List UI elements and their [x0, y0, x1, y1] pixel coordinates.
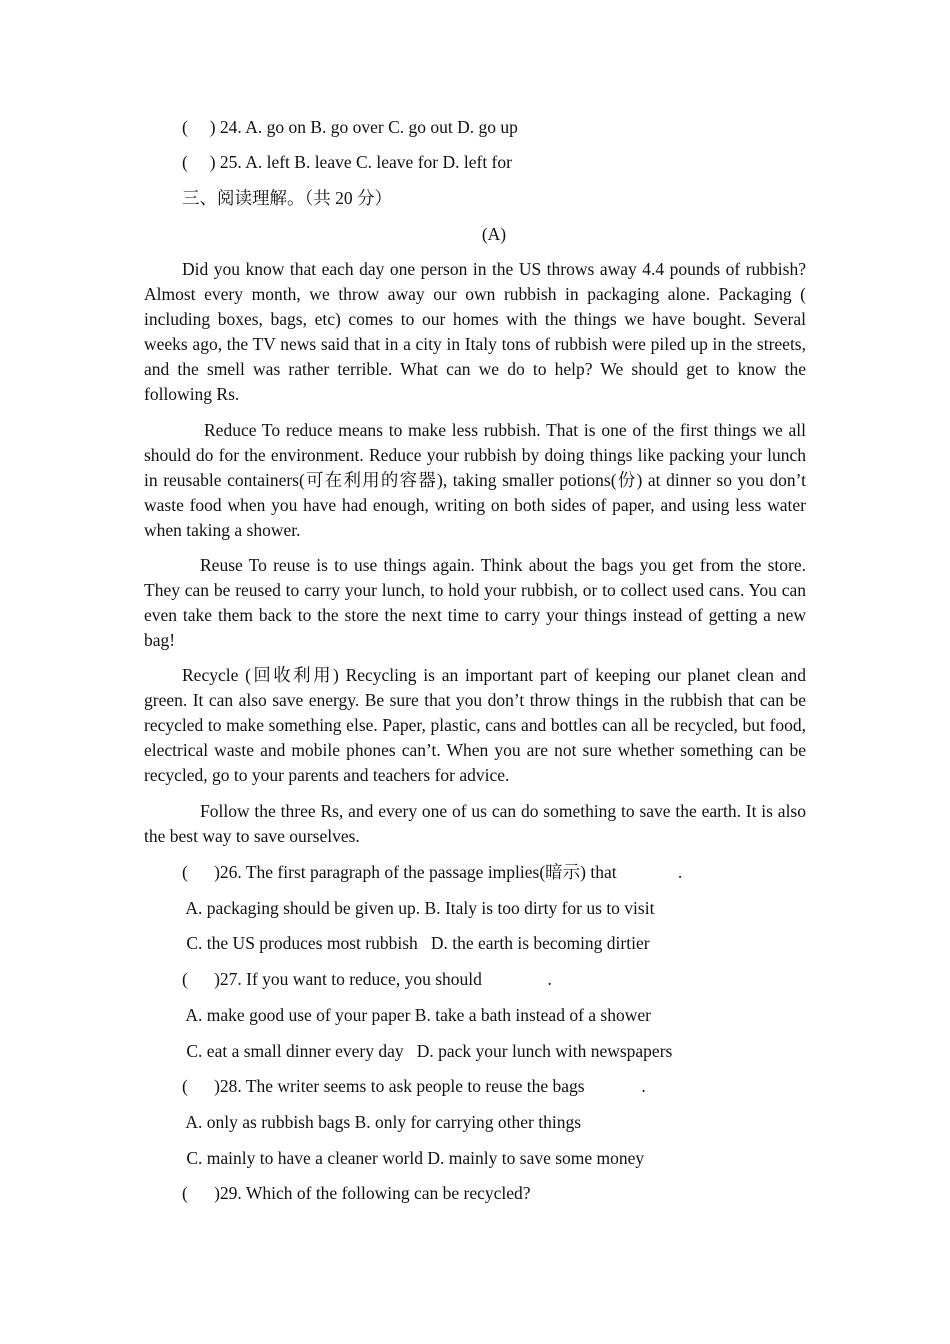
paragraph-reduce: Reduce To reduce means to make less rubbish. That is one of the first things we all should do for the environment. Reduce your rubbish by doing things like packing your lunch in reusable containers(可在利用的容器), taking smaller potions(份) at dinner so you don’t waste food when you have had enough, writing on both sides of paper, and using less water when taking a shower. [144, 420, 806, 540]
question-27-options-cd: C. eat a small dinner every day D. pack your lunch with newspapers [182, 1041, 673, 1061]
question-29: ( )29. Which of the following can be recycled? [182, 1183, 531, 1203]
paragraph-conclusion: Follow the three Rs, and every one of us can do something to save the earth. It is also the best way to save ourselves. [144, 801, 806, 846]
passage-label: (A) [481, 224, 507, 244]
question-26-options-cd: C. the US produces most rubbish D. the earth is becoming dirtier [182, 933, 650, 953]
paragraph-intro: Did you know that each day one person in the US throws away 4.4 pounds of rubbish? Almost every month, we throw away our own rubbish in packaging alone. Packaging ( including boxes, bags, etc) comes to our homes with the things we have bought. Several weeks ago, the TV news said that in a city in Italy tons of rubbish were piled up in the streets, and the smell was rather terrible. What can we do to help? We should get to know the following Rs. [144, 259, 806, 404]
question-27: ( )27. If you want to reduce, you should . [182, 969, 552, 989]
question-28-options-cd: C. mainly to have a cleaner world D. mainly to save some money [182, 1148, 645, 1168]
question-25: ( ) 25. A. left B. leave C. leave for D. left for [182, 152, 512, 172]
paragraph-recycle: Recycle (回收利用) Recycling is an important part of keeping our planet clean and green. It can also save energy. Be sure that you don’t throw things in the rubbish that can be recycled to make something else. Paper, plastic, cans and bottles can all be recycled, but food, electrical waste and mobile phones can’t. When you are not sure whether something can be recycled, go to your parents and teachers for advice. [144, 665, 806, 785]
question-28: ( )28. The writer seems to ask people to reuse the bags . [182, 1076, 646, 1096]
question-27-options-ab: A. make good use of your paper B. take a bath instead of a shower [182, 1005, 651, 1025]
question-24: ( ) 24. A. go on B. go over C. go out D. go up [182, 117, 518, 137]
question-28-options-ab: A. only as rubbish bags B. only for carrying other things [182, 1112, 582, 1132]
question-26-options-ab: A. packaging should be given up. B. Italy is too dirty for us to visit [182, 898, 655, 918]
section-heading: 三、阅读理解。（共 20 分） [182, 188, 392, 208]
question-26: ( )26. The first paragraph of the passage implies(暗示) that . [182, 862, 683, 882]
paragraph-reuse: Reuse To reuse is to use things again. Think about the bags you get from the store. They can be reused to carry your lunch, to hold your rubbish, or to collect used cans. You can even take them back to the store the next time to carry your things instead of getting a new bag! [144, 555, 806, 650]
